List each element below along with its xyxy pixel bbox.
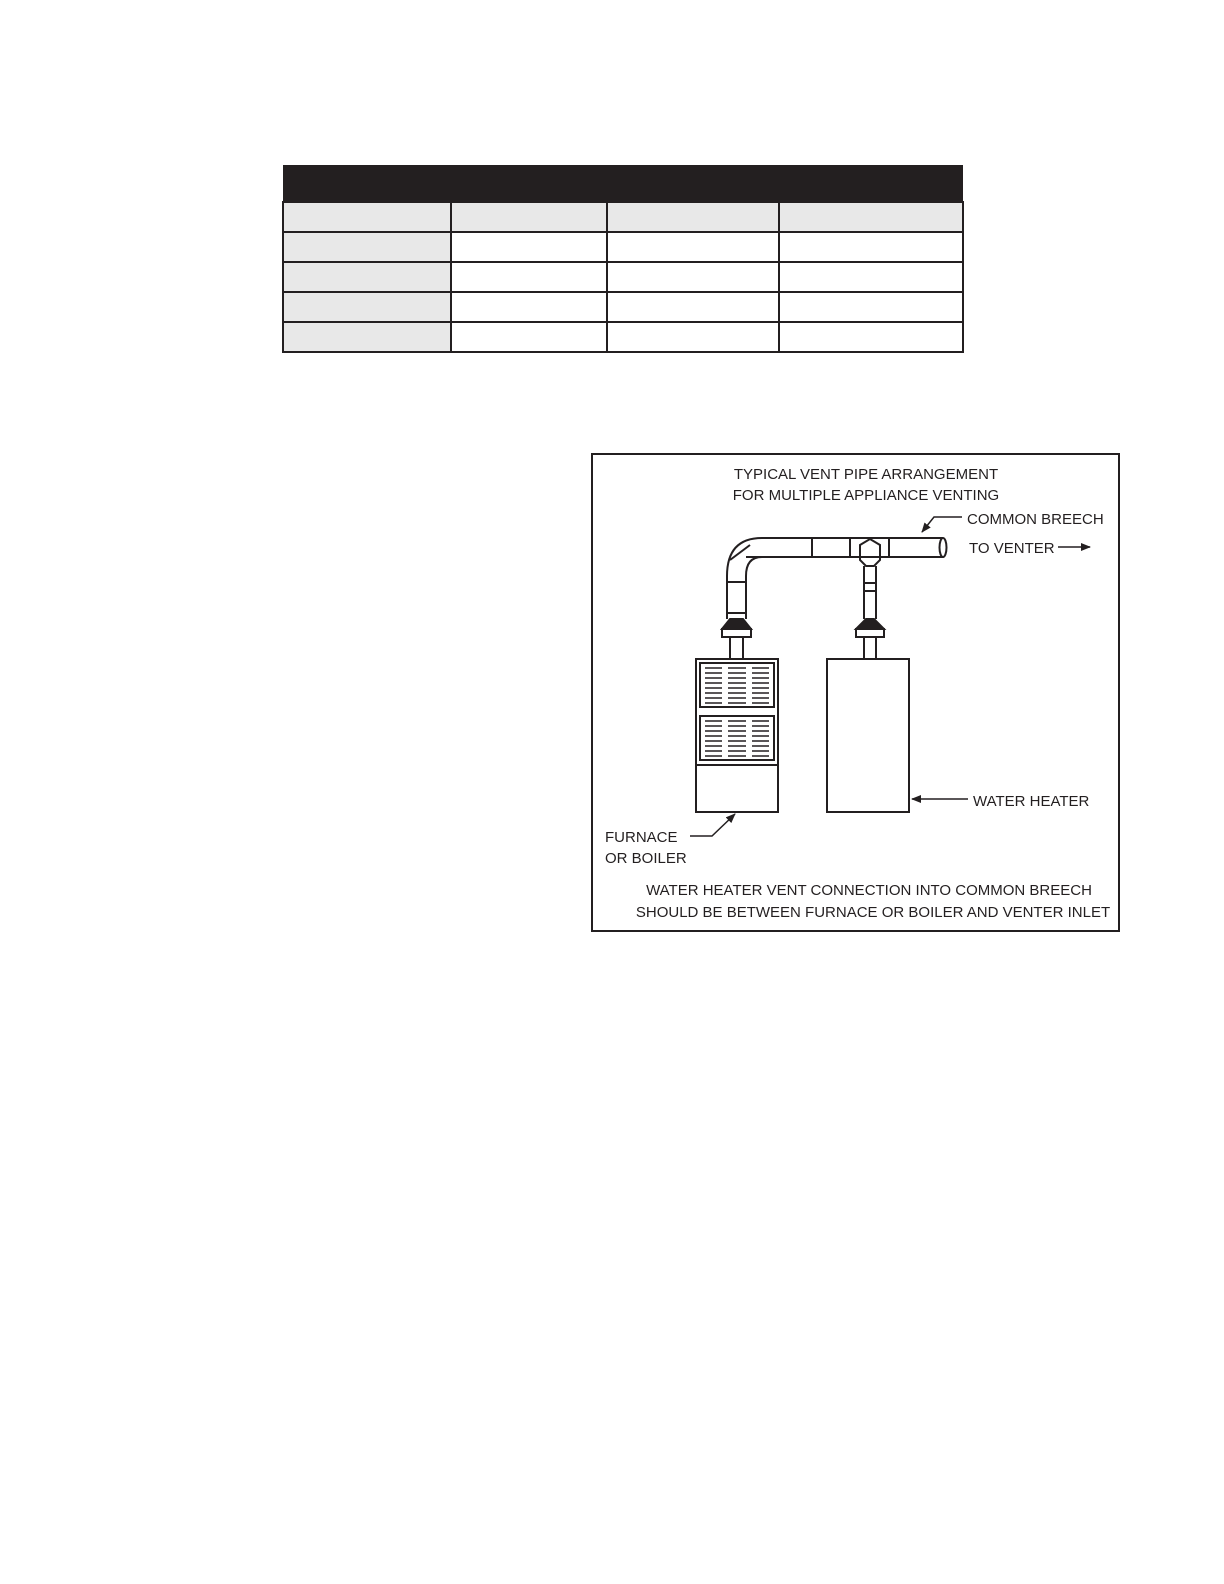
table-row [283,202,963,232]
table-cell [779,262,963,292]
diagram-title-line2: FOR MULTIPLE APPLIANCE VENTING [732,487,1000,504]
water-heater-label: WATER HEATER [973,793,1090,810]
table-cell [451,232,607,262]
table-cell [283,262,451,292]
vent-diagram-svg [591,453,1120,932]
table-cell [779,292,963,322]
table-row [283,322,963,352]
spec-table-container [282,165,962,353]
table-header-bar [283,165,963,202]
spec-table [282,165,964,353]
table-cell [779,202,963,232]
table-cell [451,322,607,352]
diagram-title-line1: TYPICAL VENT PIPE ARRANGEMENT [733,466,999,483]
table-row [283,292,963,322]
common-breech-label: COMMON BREECH [967,511,1104,528]
table-cell [607,202,779,232]
vent-diagram [591,453,1120,932]
table-cell [283,202,451,232]
table-cell [451,202,607,232]
table-cell [607,262,779,292]
table-cell [607,322,779,352]
table-row [283,262,963,292]
table-cell [607,232,779,262]
table-cell [283,292,451,322]
table-cell [779,322,963,352]
table-cell [779,232,963,262]
table-cell [283,232,451,262]
diagram-note-line1: WATER HEATER VENT CONNECTION INTO COMMON BREECH [646,882,1092,899]
diagram-note-line2: SHOULD BE BETWEEN FURNACE OR BOILER AND VENTER INLET [635,904,1111,921]
furnace-label-line2: OR BOILER [605,850,687,867]
table-cell [451,262,607,292]
table-cell [607,292,779,322]
furnace-label-line1: FURNACE [605,829,678,846]
table-cell [451,292,607,322]
table-cell [283,322,451,352]
to-venter-label: TO VENTER [969,540,1055,557]
table-row [283,232,963,262]
